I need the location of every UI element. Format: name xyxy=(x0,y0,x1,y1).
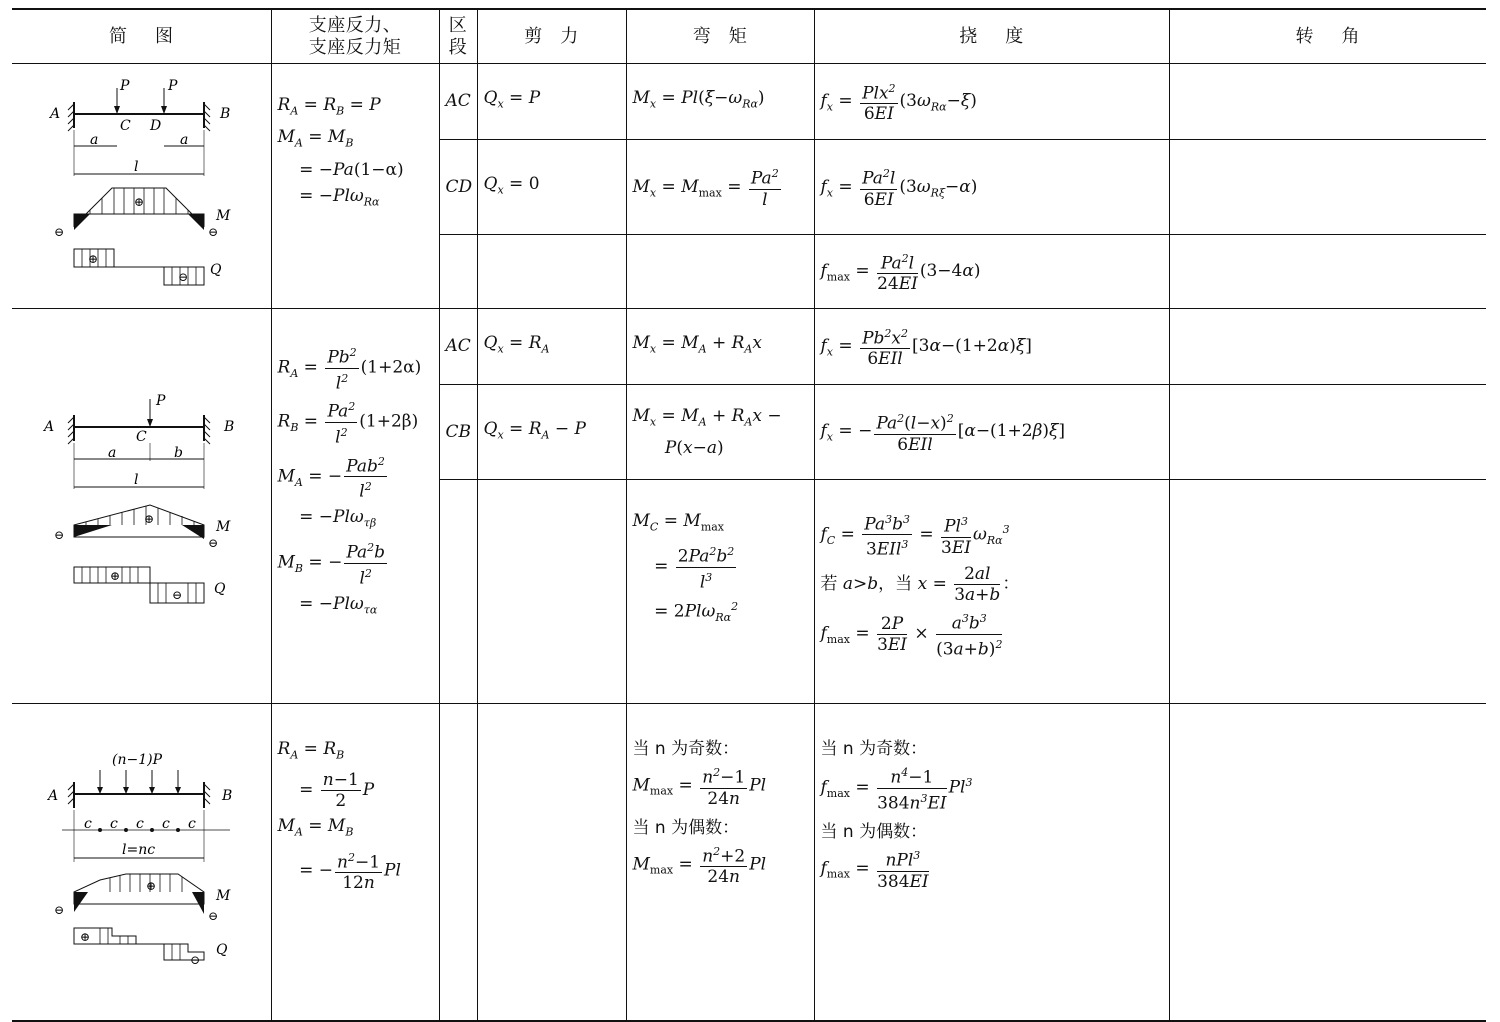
minus-m1: ⊖ xyxy=(54,903,65,917)
case2-defl-max: $f_C$ = $\frac{Pa^3b^3}{3EIl^3}$ = $\frac{Pl^3}{3EI}$ $\omega_{R\alpha}^3$ 若 a>b，当 x = $\frac{2al}{3a+b}$ ： $f_{max}$ = $\frac{2P}{3EI}$ × $\frac{a^3b^3}{(3a+b)^2}$ xyxy=(814,479,1169,703)
case1-defl-ac: $f_x$ = $\frac{Plx^2}{6EI}$ $(3\omega_{R\alpha}-\xi)$ xyxy=(814,64,1169,140)
label-m: M xyxy=(216,888,231,904)
header-deflection: 挠度 xyxy=(814,9,1169,64)
label-c1: c xyxy=(84,816,92,832)
minus-m2: ⊖ xyxy=(208,536,219,550)
plus-q: ⊕ xyxy=(80,930,91,944)
label-l: l xyxy=(134,472,139,488)
case3-beam-svg xyxy=(12,704,271,1016)
case1-diagram xyxy=(12,64,271,309)
label-c: C xyxy=(136,429,147,445)
case2-row-ac xyxy=(12,309,1486,385)
case2-moment-ac: $M_x = M_A + R_Ax$ xyxy=(626,309,814,385)
label-m: M xyxy=(216,519,231,535)
case2-shear-cb: $Q_x = R_A - P$ xyxy=(477,384,626,479)
case3-deflection: 当 n 为奇数： $f_{max}$ = $\frac{n^4-1}{384n^3EI}$ Pl$^3$ 当 n 为偶数： $f_{max}$ = $\frac{nPl^3}{384EI}$ xyxy=(814,704,1169,1022)
minus-m1: ⊖ xyxy=(54,528,65,542)
case1-shear-cd: $Q_x = 0$ xyxy=(477,139,626,234)
label-lnc: l=nc xyxy=(122,842,156,858)
case2-seg-ac: AC xyxy=(439,309,477,385)
label-p: P xyxy=(156,393,166,409)
beam-formula-table xyxy=(12,8,1486,1022)
label-q: Q xyxy=(216,942,228,958)
label-a-span: a xyxy=(108,445,117,461)
odd-label-f: 当 n 为奇数： xyxy=(820,739,928,759)
case2-defl-cb: $f_x$ = − $\frac{Pa^2(l-x)^2}{\text{6EIl}}$ [α−(1+2β)ξ] xyxy=(814,384,1169,479)
case2-reaction: $R_A$ = $\frac{Pb^2}{l^2}$ (1+2α) $R_B$ = $\frac{Pa^2}{l^2}$ (1+2β) $M_A$ = − $\frac{Pab^2}{l^2}$ = −Plω$_{\tau\beta}$ $M_B$ = − $\frac{Pa^2b}{l^2}$ = −Plω$_{\tau\alpha}$ xyxy=(271,309,439,704)
minus-q: ⊖ xyxy=(172,588,183,602)
label-a1: a xyxy=(90,132,99,148)
case1-defl-max: $f_{max}$ = $\frac{Pa^2l}{24EI}$ (3−4α) xyxy=(814,235,1169,309)
case1-moment-cd: $M_x = M_{max}$ = $\frac{Pa^2}{l}$ xyxy=(626,139,814,234)
plus-q: ⊕ xyxy=(110,569,121,583)
case1-moment-ac: $M_x = Pl(\xi-\omega_{R\alpha})$ xyxy=(626,64,814,140)
header-row xyxy=(12,9,1486,64)
header-segment: 区段 xyxy=(439,9,477,64)
case1-rot-ac xyxy=(1169,64,1486,140)
case2-moment-max: $M_C = M_{max}$ = $\frac{2Pa^2b^2}{l^3}$ = 2Plω$_{R\alpha}^2$ xyxy=(626,479,814,703)
case1-defl-cd: $f_x$ = $\frac{Pa^2l}{6EI}$ $(3\omega_{R\xi}-\alpha)$ xyxy=(814,139,1169,234)
label-a: A xyxy=(44,419,55,435)
case2-moment-cb: $M_x = M_A + R_Ax$ − P(x−a) xyxy=(626,384,814,479)
even-label-f: 当 n 为偶数： xyxy=(820,822,928,843)
case1-shear-ac: $Q_x = P$ xyxy=(477,64,626,140)
header-rotation: 转角 xyxy=(1169,9,1486,64)
label-c5: c xyxy=(188,816,196,832)
label-a: A xyxy=(50,106,61,122)
label-q: Q xyxy=(210,262,222,278)
label-d: D xyxy=(150,118,162,134)
label-p2: P xyxy=(168,78,178,94)
case2-diagram xyxy=(12,309,271,704)
label-q: Q xyxy=(214,581,226,597)
plus-m: ⊕ xyxy=(144,512,155,526)
header-reaction: 支座反力、 支座反力矩 xyxy=(271,9,439,64)
header-diagram: 简图 xyxy=(12,9,271,64)
label-l: l xyxy=(134,159,139,175)
label-c: C xyxy=(120,118,131,134)
minus-q: ⊖ xyxy=(178,270,189,284)
plus-q: ⊕ xyxy=(88,252,99,266)
case1-row-ac xyxy=(12,64,1486,140)
label-b: B xyxy=(224,419,235,435)
case2-seg-cb: CB xyxy=(439,384,477,479)
case1-reaction: $R_A = R_B = P$ $M_A = M_B$ = −Pa(1−α) = −Plω$_{R\alpha}$ xyxy=(271,64,439,309)
plus-m1: ⊕ xyxy=(134,195,145,209)
label-c2: c xyxy=(110,816,118,832)
case3-row xyxy=(12,704,1486,1022)
label-c4: c xyxy=(162,816,170,832)
odd-label-m: 当 n 为奇数： xyxy=(632,739,740,759)
label-p1: P xyxy=(120,78,130,94)
case2-shear-ac: $Q_x = R_A$ xyxy=(477,309,626,385)
label-b: B xyxy=(222,788,233,804)
case1-rot-cd xyxy=(1169,139,1486,234)
case1-seg-cd: CD xyxy=(439,139,477,234)
label-a: A xyxy=(48,788,59,804)
case2-defl-ac: $f_x$ = $\frac{Pb^2x^2}{\text{6EIl}}$ [3α−(1+2α)ξ] xyxy=(814,309,1169,385)
case2-beam-svg xyxy=(12,309,271,699)
case3-reaction: $R_A = R_B$ = $\frac{n-1}{2}$ P $M_A = M_B$ = − $\frac{n^2-1}{12n}$ Pl xyxy=(271,704,439,1022)
label-c3: c xyxy=(136,816,144,832)
label-a2: a xyxy=(180,132,189,148)
case3-moment: 当 n 为奇数： $M_{max}$ = $\frac{n^2-1}{24n}$ Pl 当 n 为偶数： $M_{max}$ = $\frac{n^2+2}{24n}$ Pl xyxy=(626,704,814,1022)
minus-q: ⊖ xyxy=(190,953,201,967)
even-label-m: 当 n 为偶数： xyxy=(632,817,740,838)
case1-beam-svg xyxy=(12,64,271,304)
label-b-span: b xyxy=(174,445,183,461)
label-load: (n−1)P xyxy=(112,752,162,768)
minus-m1: ⊖ xyxy=(54,225,65,239)
case3-diagram xyxy=(12,704,271,1022)
label-b: B xyxy=(220,106,231,122)
header-shear: 剪力 xyxy=(477,9,626,64)
case1-seg-ac: AC xyxy=(439,64,477,140)
header-moment: 弯矩 xyxy=(626,9,814,64)
label-m: M xyxy=(216,208,231,224)
minus-m2: ⊖ xyxy=(208,225,219,239)
minus-m2: ⊖ xyxy=(208,909,219,923)
plus-m: ⊕ xyxy=(146,879,157,893)
